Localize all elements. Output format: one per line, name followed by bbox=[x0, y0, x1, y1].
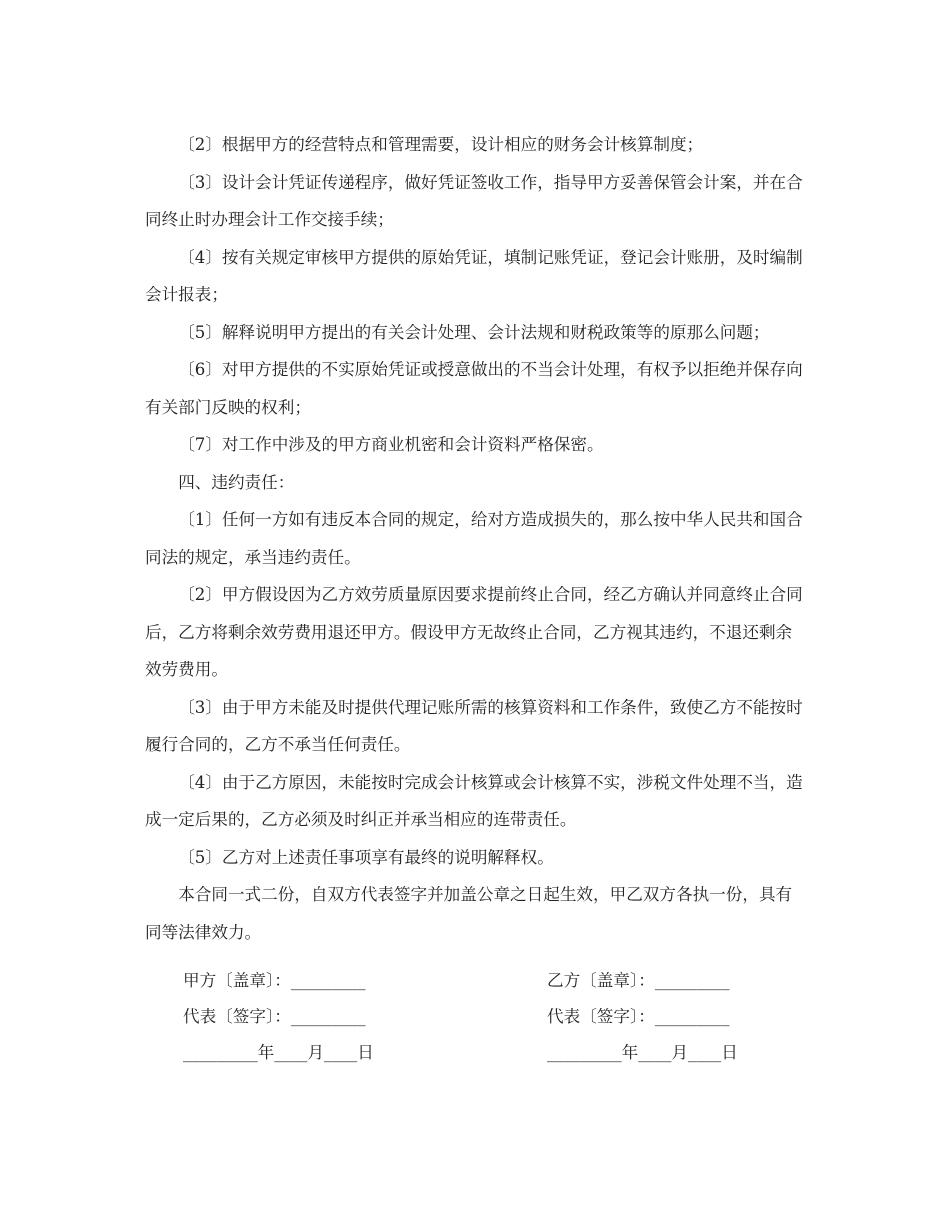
clause-7-confidentiality: 〔7〕对工作中涉及的甲方商业机密和会计资料严格保密。 bbox=[178, 435, 604, 454]
liability-clause-1: 〔1〕任何一方如有违反本合同的规定，给对方造成损失的，那么按中华人民共和国合同法的规定，承当违约责任。 bbox=[145, 510, 803, 567]
effectiveness-clause: 本合同一式二份，自双方代表签字并加盖公章之日起生效，甲乙双方各执一份，具有同等法律效力。 bbox=[145, 885, 793, 942]
clause-2-accounting-system: 〔2〕根据甲方的经营特点和管理需要，设计相应的财务会计核算制度； bbox=[178, 135, 704, 154]
section-heading-liability: 四、违约责任： bbox=[178, 472, 295, 492]
party-a-seal-line: 甲方〔盖章〕：_________ bbox=[183, 971, 366, 990]
party-b-representative-line: 代表〔签字〕：_________ bbox=[547, 1007, 730, 1026]
clause-4-voucher-review: 〔4〕按有关规定审核甲方提供的原始凭证，填制记账凭证，登记会计账册，及时编制会计报表； bbox=[145, 247, 803, 304]
clause-5-explanation: 〔5〕解释说明甲方提出的有关会计处理、会计法规和财税政策等的原那么问题； bbox=[178, 322, 770, 342]
contract-body bbox=[145, 126, 805, 951]
party-a-date-line: _________年____月____日 bbox=[183, 1043, 374, 1062]
party-a-representative-line: 代表〔签字〕：_________ bbox=[183, 1007, 366, 1026]
liability-clause-2: 〔2〕甲方假设因为乙方效劳质量原因要求提前终止合同，经乙方确认并同意终止合同后，乙方将剩余效劳费用退还甲方。假设甲方无故终止合同，乙方视其违约，不退还剩余效劳费用。 bbox=[145, 585, 803, 679]
liability-clause-4: 〔4〕由于乙方原因，未能按时完成会计核算或会计核算不实，涉税文件处理不当，造成一定后果的，乙方必须及时纠正并承当相应的连带责任。 bbox=[145, 772, 803, 829]
clause-3-voucher-procedure: 〔3〕设计会计凭证传递程序，做好凭证签收工作，指导甲方妥善保管会计案，并在合同终止时办理会计工作交接手续； bbox=[145, 172, 803, 229]
liability-clause-5: 〔5〕乙方对上述责任事项享有最终的说明解释权。 bbox=[178, 847, 554, 867]
party-b-seal-line: 乙方〔盖章〕：_________ bbox=[547, 971, 730, 990]
liability-clause-3: 〔3〕由于甲方未能及时提供代理记账所需的核算资料和工作条件，致使乙方不能按时履行合同的，乙方不承当任何责任。 bbox=[145, 697, 803, 754]
clause-6-refusal-right: 〔6〕对甲方提供的不实原始凭证或授意做出的不当会计处理，有权予以拒绝并保存向有关部门反映的权利； bbox=[145, 360, 803, 417]
party-b-date-line: _________年____月____日 bbox=[547, 1043, 738, 1062]
